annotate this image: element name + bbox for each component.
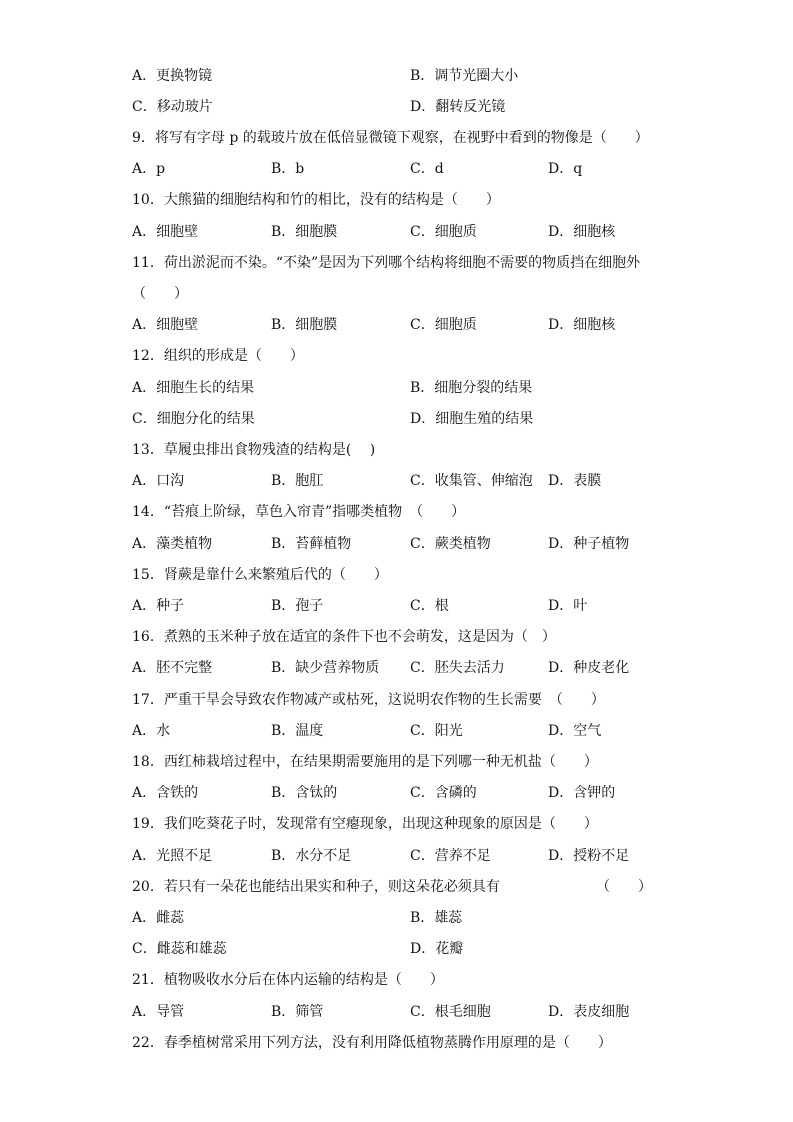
q16-option-b: B．缺少营养物质	[271, 660, 380, 676]
q21-option-c: C．根毛细胞	[410, 1004, 491, 1020]
q16-stem: 16．煮熟的玉米种子放在适宜的条件下也不会萌发，这是因为（ ）	[132, 629, 556, 645]
q9-option-a: A．p	[132, 161, 166, 177]
q15-option-b: B．孢子	[271, 598, 324, 614]
q10-stem: 10．大熊猫的细胞结构和竹的相比，没有的结构是（ ）	[132, 192, 500, 208]
q15-option-a: A．种子	[132, 598, 185, 614]
q12-option-b: B．细胞分裂的结果	[410, 380, 533, 396]
q8-option-b: B．调节光圈大小	[410, 68, 519, 84]
q12-option-d: D．细胞生殖的结果	[410, 411, 534, 427]
q12-option-a: A．细胞生长的结果	[132, 380, 255, 396]
q14-option-a: A．藻类植物	[132, 536, 213, 552]
q10-option-a: A．细胞壁	[132, 224, 199, 240]
q18-stem: 18．西红柿栽培过程中，在结果期需要施用的是下列哪一种无机盐（ ）	[132, 754, 598, 770]
q9-option-d: D．q	[548, 161, 583, 177]
q18-option-d: D．含钾的	[548, 785, 616, 801]
q10-option-d: D．细胞核	[548, 224, 616, 240]
q18-option-b: B．含钛的	[271, 785, 338, 801]
q16-option-d: D．种皮老化	[548, 660, 630, 676]
q8-option-a: A．更换物镜	[132, 68, 213, 84]
q11-option-c: C．细胞质	[410, 317, 477, 333]
q11-stem-continued: （ ）	[132, 286, 188, 302]
q17-option-b: B．温度	[271, 723, 324, 739]
q13-stem: 13．草履虫排出食物残渣的结构是( )	[132, 442, 376, 458]
q21-stem: 21．植物吸收水分后在体内运输的结构是（ ）	[132, 972, 444, 988]
q13-option-c: C．收集管、伸缩泡	[410, 473, 533, 489]
q17-stem: 17．严重干旱会导致农作物减产或枯死，这说明农作物的生长需要 （ ）	[132, 692, 605, 708]
q19-stem: 19．我们吃葵花子时，发现常有空瘪现象，出现这种现象的原因是（ ）	[132, 816, 598, 832]
q20-answer-paren: （ ）	[596, 879, 652, 895]
q20-option-a: A．雌蕊	[132, 910, 185, 926]
q14-option-c: C．蕨类植物	[410, 536, 491, 552]
q18-option-a: A．含铁的	[132, 785, 199, 801]
q11-stem: 11．荷出淤泥而不染。“不染”是因为下列哪个结构将细胞不需要的物质挡在细胞外	[132, 255, 641, 271]
q13-option-a: A．口沟	[132, 473, 185, 489]
q19-option-b: B．水分不足	[271, 848, 352, 864]
q15-option-d: D．叶	[548, 598, 588, 614]
q20-option-b: B．雄蕊	[410, 910, 463, 926]
q13-option-d: D．表膜	[548, 473, 602, 489]
q18-option-c: C．含磷的	[410, 785, 477, 801]
q9-stem: 9．将写有字母 p 的载玻片放在低倍显微镜下观察，在视野中看到的物像是（ ）	[132, 130, 649, 146]
q15-stem: 15．肾蕨是靠什么来繁殖后代的（ ）	[132, 567, 388, 583]
q14-option-d: D．种子植物	[548, 536, 630, 552]
q13-option-b: B．胞肛	[271, 473, 324, 489]
q20-option-d: D．花瓣	[410, 941, 464, 957]
q11-option-d: D．细胞核	[548, 317, 616, 333]
q17-option-a: A．水	[132, 723, 171, 739]
q21-option-b: B．筛管	[271, 1004, 324, 1020]
q16-option-c: C．胚失去活力	[410, 660, 505, 676]
q21-option-d: D．表皮细胞	[548, 1004, 630, 1020]
q12-option-c: C．细胞分化的结果	[132, 411, 255, 427]
q20-stem: 20．若只有一朵花也能结出果实和种子，则这朵花必须具有	[132, 879, 500, 895]
q17-option-c: C．阳光	[410, 723, 463, 739]
q9-option-b: B．b	[271, 161, 305, 177]
q8-option-c: C．移动玻片	[132, 99, 213, 115]
q10-option-c: C．细胞质	[410, 224, 477, 240]
q10-option-b: B．细胞膜	[271, 224, 338, 240]
q11-option-b: B．细胞膜	[271, 317, 338, 333]
q12-stem: 12．组织的形成是（ ）	[132, 348, 304, 364]
q19-option-c: C．营养不足	[410, 848, 491, 864]
q11-option-a: A．细胞壁	[132, 317, 199, 333]
q17-option-d: D．空气	[548, 723, 602, 739]
q15-option-c: C．根	[410, 598, 449, 614]
q22-stem: 22．春季植树常采用下列方法，没有利用降低植物蒸腾作用原理的是（ ）	[132, 1035, 612, 1051]
q19-option-d: D．授粉不足	[548, 848, 630, 864]
q19-option-a: A．光照不足	[132, 848, 213, 864]
q21-option-a: A．导管	[132, 1004, 185, 1020]
q20-option-c: C．雌蕊和雄蕊	[132, 941, 227, 957]
q9-option-c: C．d	[410, 161, 444, 177]
q8-option-d: D．翻转反光镜	[410, 99, 506, 115]
q16-option-a: A．胚不完整	[132, 660, 213, 676]
q14-stem: 14．“苔痕上阶绿，草色入帘青”指哪类植物 （ ）	[132, 504, 466, 520]
q14-option-b: B．苔藓植物	[271, 536, 352, 552]
